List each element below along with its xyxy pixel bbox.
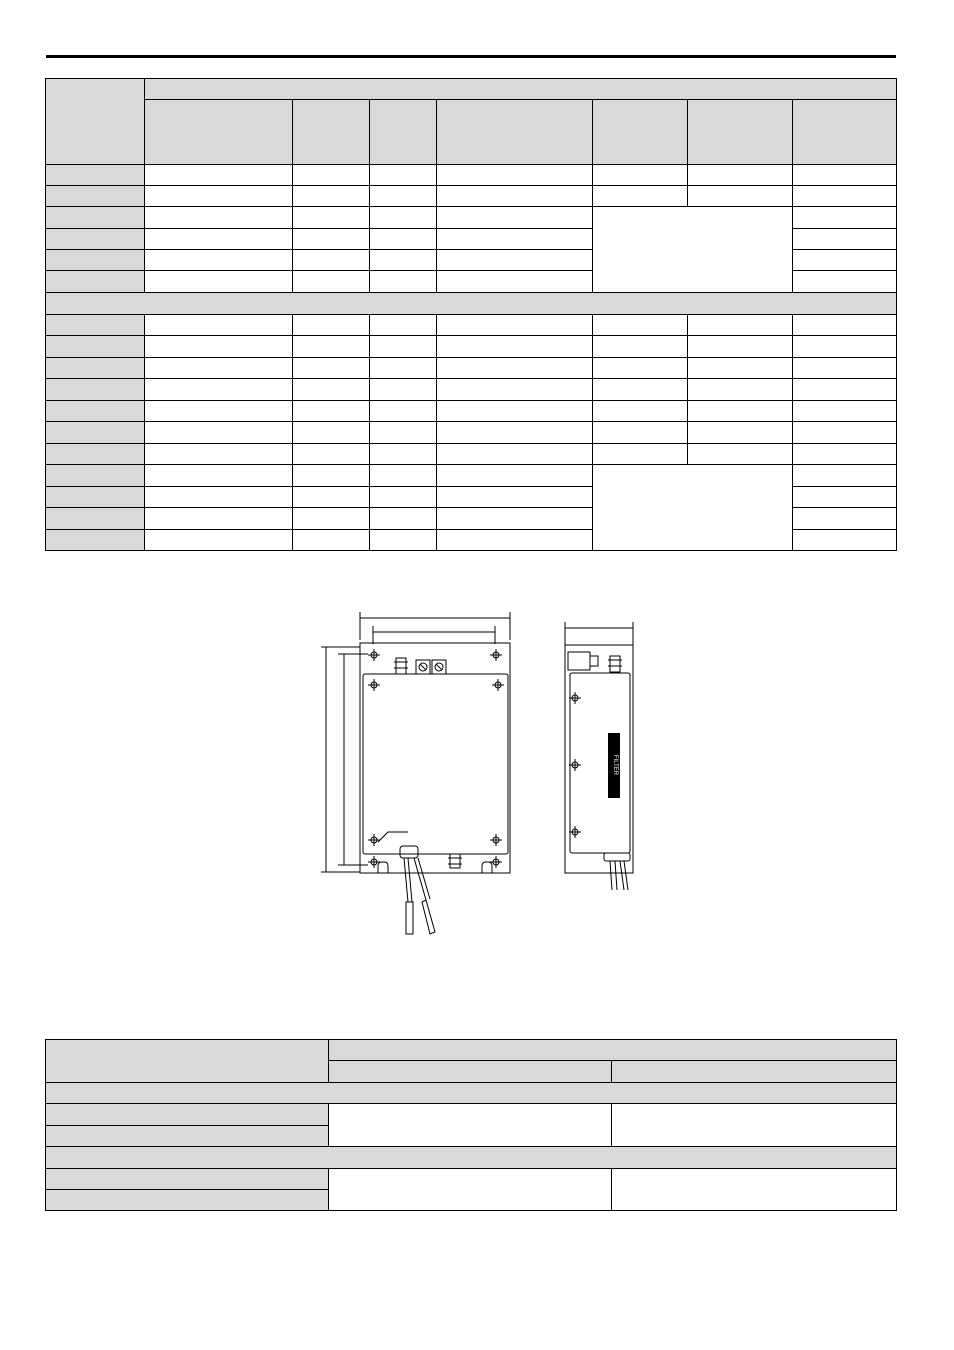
table-row xyxy=(46,358,897,379)
front-view xyxy=(321,612,510,934)
table-row xyxy=(46,401,897,422)
table1-col-header xyxy=(293,100,370,165)
table2-section-a xyxy=(46,1083,897,1104)
table-row xyxy=(46,186,897,207)
side-view xyxy=(565,622,633,890)
table1-merged-cell xyxy=(593,465,793,551)
spec-table-2 xyxy=(45,1039,897,1211)
table-row xyxy=(46,336,897,358)
page-top-rule xyxy=(46,55,896,58)
table2-col-header xyxy=(612,1061,897,1083)
table1-merged-cell xyxy=(593,207,793,293)
table2-merged-cell xyxy=(329,1104,612,1147)
table2-group-header xyxy=(329,1040,897,1061)
nameplate-text: FILTER xyxy=(612,754,618,776)
table2-merged-cell xyxy=(329,1169,612,1211)
table1-group-header xyxy=(145,79,897,100)
table2-corner-header xyxy=(46,1040,329,1083)
spec-table-1 xyxy=(45,78,897,551)
table1-col-header xyxy=(145,100,293,165)
table2-col-header xyxy=(329,1061,612,1083)
table2-section-b xyxy=(46,1147,897,1169)
table-row xyxy=(46,1104,897,1126)
filter-dimension-drawing xyxy=(318,610,638,945)
table-row xyxy=(46,379,897,401)
table1-col-header xyxy=(437,100,593,165)
table2-merged-cell xyxy=(612,1169,897,1211)
table-row xyxy=(46,465,897,487)
table-row xyxy=(46,1169,897,1190)
table1-col-header xyxy=(370,100,437,165)
table-row xyxy=(46,165,897,186)
table1-col-header xyxy=(688,100,793,165)
table2-merged-cell xyxy=(612,1104,897,1147)
table-row xyxy=(46,444,897,465)
table-row xyxy=(46,422,897,444)
table-row xyxy=(46,207,897,229)
table1-corner-header xyxy=(46,79,145,165)
table1-col-header xyxy=(793,100,897,165)
table1-col-header xyxy=(593,100,688,165)
table1-section-divider xyxy=(46,293,897,315)
table-row xyxy=(46,315,897,336)
